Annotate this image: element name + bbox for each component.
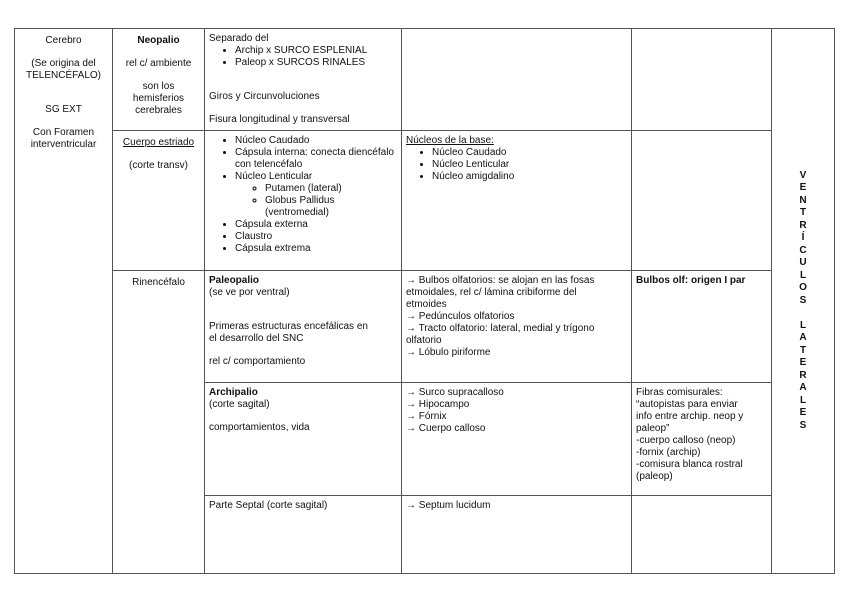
archipalio-title: Archipalio	[209, 387, 258, 398]
struct-line: → Lóbulo piriforme	[406, 347, 491, 358]
struct-line: → Fórnix	[406, 411, 447, 422]
note-line: paleop”	[636, 423, 670, 434]
paleopalio-struct-cell	[402, 271, 632, 383]
basal-list	[406, 147, 627, 183]
paleopalio-note: Bulbos olf: origen I par	[636, 275, 746, 286]
struct-line: → Hipocampo	[406, 399, 470, 410]
estriado-name: Cuerpo estriado	[122, 137, 195, 148]
row-paleopalio	[15, 271, 835, 383]
empty-cell	[632, 496, 772, 574]
row-neopalio	[15, 29, 835, 131]
list-item: ◦ Putamen (lateral)	[265, 183, 397, 195]
neopalio-rel: rel c/ ambiente	[125, 58, 192, 69]
struct-line: → Bulbos olfatorios: se alojan en las fosas	[406, 275, 595, 286]
sg-ext: SG EXT	[45, 104, 82, 115]
note-line: Fibras comisurales:	[636, 387, 723, 398]
foramen-line-2: interventricular	[30, 139, 97, 150]
neopalio-note-1: son los	[142, 81, 175, 92]
ventriculos-laterales-label: V E N T R Í C U L O S L A T E R A L E S	[772, 29, 835, 574]
list-item: • Núcleo Caudado	[235, 135, 397, 147]
struct-line: → Cuerpo calloso	[406, 423, 486, 434]
list-item: • Archip x SURCO ESPLENIAL	[235, 45, 397, 57]
archipalio-subtitle: (corte sagital)	[209, 399, 270, 410]
struct-line: → Surco supracalloso	[406, 387, 504, 398]
note-line: -comisura blanca rostral	[636, 459, 743, 470]
cerebro-cell	[15, 29, 113, 574]
paleopalio-note-cell	[632, 271, 772, 383]
septal-struct-cell	[402, 496, 632, 574]
neopalio-desc-cell	[205, 29, 402, 131]
list-item: • Núcleo Caudado	[432, 147, 627, 159]
paleopalio-first-1: Primeras estructuras encefálicas en	[209, 321, 368, 332]
rinencefalo-name: Rinencéfalo	[132, 277, 185, 288]
neopalio-desc-list	[209, 45, 397, 69]
list-item: • Cápsula interna: conecta diencéfalo con telencéfalo	[235, 147, 397, 171]
archipalio-struct-cell	[402, 383, 632, 496]
row-cuerpo-estriado	[15, 131, 835, 271]
rinencefalo-cell	[113, 271, 205, 574]
archipalio-note-cell	[632, 383, 772, 496]
struct-line: etmoides	[406, 299, 447, 310]
paleopalio-first-2: el desarrollo del SNC	[209, 333, 304, 344]
neopalio-cell	[113, 29, 205, 131]
list-item: • Paleop x SURCOS RINALES	[235, 57, 397, 69]
origin-line-1: (Se origina del	[31, 58, 96, 69]
neopalio-note-2: hemisferios	[132, 93, 185, 104]
struct-line: → Tracto olfatorio: lateral, medial y trígono	[406, 323, 595, 334]
paleopalio-subtitle: (se ve por ventral)	[209, 287, 290, 298]
basal-title: Núcleos de la base:	[406, 135, 494, 146]
paleopalio-title: Paleopalio	[209, 275, 260, 286]
septal-title: Parte Septal (corte sagital)	[209, 500, 328, 511]
empty-cell	[402, 29, 632, 131]
list-item: • Cápsula externa	[235, 219, 397, 231]
neopalio-desc-title: Separado del	[209, 33, 269, 44]
neopalio-name: Neopalio	[137, 35, 180, 46]
struct-line: → Pedúnculos olfatorios	[406, 311, 515, 322]
estriado-list	[209, 135, 397, 255]
struct-line: olfatorio	[406, 335, 442, 346]
basal-nuclei-cell	[402, 131, 632, 271]
note-line: -cuerpo calloso (neop)	[636, 435, 736, 446]
neopalio-fisura: Fisura longitudinal y transversal	[209, 114, 350, 125]
lenticular-sublist	[235, 183, 397, 219]
list-item: • Núcleo amigdalino	[432, 171, 627, 183]
struct-line: etmoidales, rel c/ lámina cribiforme del	[406, 287, 577, 298]
list-item: • Cápsula extrema	[235, 243, 397, 255]
septal-struct: → Septum lucidum	[406, 500, 491, 511]
note-line: -fornix (archip)	[636, 447, 701, 458]
list-item: • Claustro	[235, 231, 397, 243]
estriado-cut: (corte transv)	[129, 160, 188, 171]
archipalio-cell	[205, 383, 402, 496]
empty-cell	[632, 131, 772, 271]
list-item: • Núcleo Lenticular ◦ Putamen (lateral) ◦ Globus Pallidus (ventromedial)	[235, 171, 397, 219]
origin-line-2: TELENCÉFALO)	[25, 70, 102, 81]
estriado-cell	[113, 131, 205, 271]
estriado-desc-cell	[205, 131, 402, 271]
paleopalio-rel: rel c/ comportamiento	[209, 356, 306, 367]
note-line: “autopistas para enviar	[636, 399, 738, 410]
list-item: ◦ Globus Pallidus (ventromedial)	[265, 195, 397, 219]
note-line: (paleop)	[636, 471, 673, 482]
empty-cell	[632, 29, 772, 131]
note-line: info entre archip. neop y	[636, 411, 744, 422]
neuroanatomy-table	[14, 28, 835, 574]
archipalio-behavior: comportamientos, vida	[209, 422, 310, 433]
neopalio-note-3: cerebrales	[135, 105, 182, 116]
neopalio-giros: Giros y Circunvoluciones	[209, 91, 320, 102]
septal-cell	[205, 496, 402, 574]
foramen-line-1: Con Foramen	[32, 127, 95, 138]
cerebro-title: Cerebro	[45, 35, 82, 46]
paleopalio-cell	[205, 271, 402, 383]
list-item: • Núcleo Lenticular	[432, 159, 627, 171]
